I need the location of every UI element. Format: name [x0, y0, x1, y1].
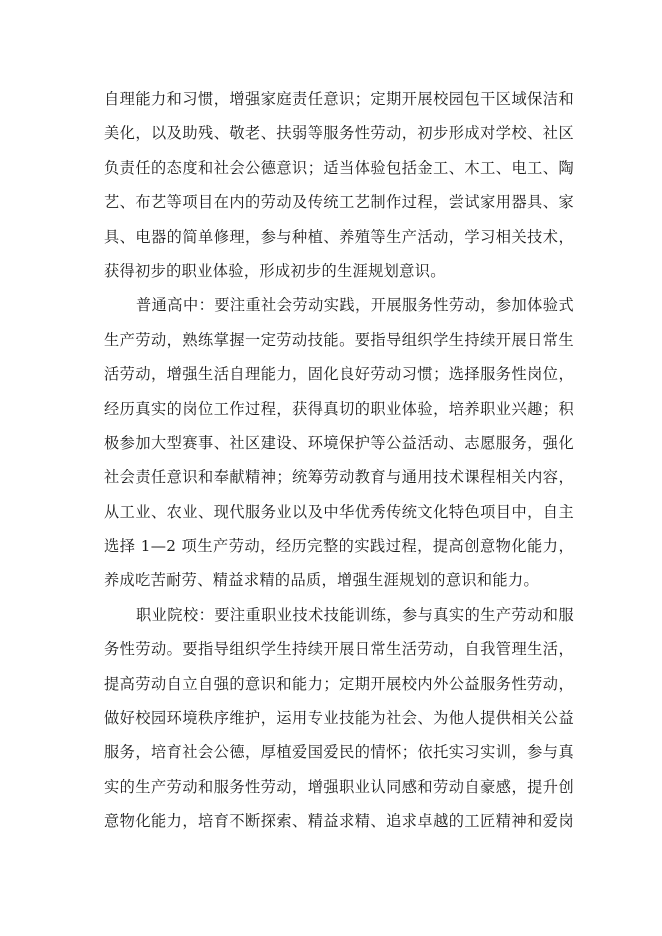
paragraph-1-line-1: 自理能力和习惯，增强家庭责任意识；定期开展校园包干区域保洁和	[104, 90, 574, 108]
paragraph-2-line-4: 经历真实的岗位工作过程，获得真切的职业体验，培养职业兴趣；积	[104, 399, 574, 418]
paragraph-1-line-2: 美化，以及助残、敬老、扶弱等服务性劳动，初步形成对学校、社区	[104, 124, 574, 143]
paragraph-3-line-3: 提高劳动自立自强的意识和能力；定期开展校内外公益服务性劳动，	[104, 674, 574, 693]
paragraph-3-line-1: 职业院校：要注重职业技术技能训练，参与真实的生产劳动和服	[136, 605, 574, 624]
paragraph-1-line-4: 艺、布艺等项目在内的劳动及传统工艺制作过程，尝试家用器具、家	[104, 193, 574, 212]
paragraph-3-line-2: 务性劳动。要指导组织学生持续开展日常生活劳动，自我管理生活，	[104, 640, 574, 659]
paragraph-2-line-5: 极参加大型赛事、社区建设、环境保护等公益活动、志愿服务，强化	[104, 433, 574, 452]
paragraph-2-line-7: 从工业、农业、现代服务业以及中华优秀传统文化特色项目中，自主	[104, 502, 574, 521]
paragraph-3-line-5: 服务，培育社会公德，厚植爱国爱民的情怀；依托实习实训，参与真	[104, 743, 574, 762]
paragraph-2-line-9: 养成吃苦耐劳、精益求精的品质，增强生涯规划的意识和能力。	[104, 571, 540, 590]
paragraph-1-line-5: 具、电器的简单修理，参与种植、养殖等生产活动，学习相关技术，	[104, 227, 574, 246]
paragraph-2-line-1: 普通高中：要注重社会劳动实践，开展服务性劳动，参加体验式	[136, 296, 574, 315]
paragraph-3-line-6: 实的生产劳动和服务性劳动，增强职业认同感和劳动自豪感，提升创	[104, 777, 574, 796]
paragraph-3-line-7: 意物化能力，培育不断探索、精益求精、追求卓越的工匠精神和爱岗	[104, 812, 574, 831]
paragraph-2-line-8: 选择 1—2 项生产劳动，经历完整的实践过程，提高创意物化能力，	[104, 537, 574, 556]
paragraph-3-line-4: 做好校园环境秩序维护，运用专业技能为社会、为他人提供相关公益	[104, 709, 574, 728]
paragraph-2-line-2: 生产劳动，熟练掌握一定劳动技能。要指导组织学生持续开展日常生	[104, 330, 574, 349]
paragraph-2-line-6: 社会责任意识和奉献精神；统筹劳动教育与通用技术课程相关内容，	[104, 468, 574, 487]
paragraph-1-line-3: 负责任的态度和社会公德意识；适当体验包括金工、木工、电工、陶	[104, 158, 574, 177]
paragraph-2-line-3: 活劳动，增强生活自理能力，固化良好劳动习惯；选择服务性岗位，	[104, 365, 574, 384]
paragraph-1-line-6: 获得初步的职业体验，形成初步的生涯规划意识。	[104, 261, 446, 280]
document-body	[104, 82, 574, 839]
